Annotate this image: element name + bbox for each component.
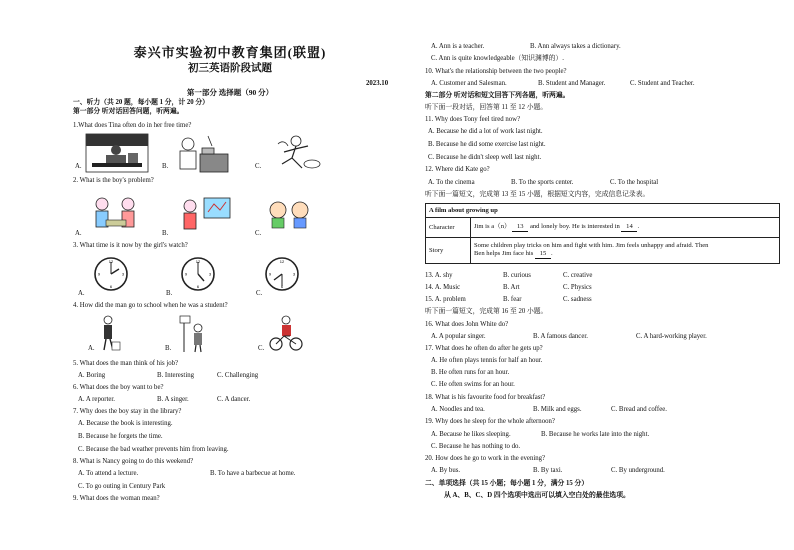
cooking-picture: [172, 132, 234, 176]
svg-text:3: 3: [121, 271, 125, 277]
story-text-2: Ben helps Jim face his: [474, 250, 534, 257]
character-text-1: Jim is a（n）: [474, 223, 511, 230]
q5-option-b: B. Interesting: [157, 372, 194, 379]
q11-option-a: A. Because he did a lot of work last night.: [428, 128, 543, 135]
table-story-cell: [471, 238, 780, 264]
question-9: 9. What does the woman mean?: [73, 495, 160, 502]
q13-option-a: 13. A. shy: [425, 272, 453, 279]
option-label: B.: [162, 230, 169, 237]
option-label: C.: [258, 345, 265, 352]
svg-text:3: 3: [292, 271, 296, 277]
table-label-story: Story: [426, 238, 471, 264]
film-info-table: [425, 203, 780, 264]
q12-option-c: C. To the hospital: [610, 179, 659, 186]
q11-option-c: C. Because he didn't sleep well last night.: [428, 154, 542, 161]
q5-option-a: A. Boring: [78, 372, 106, 379]
section-2-heading: 二、单项选择（共 15 小题；每小题 1 分，满分 15 分）: [425, 480, 589, 487]
svg-text:6: 6: [109, 284, 113, 289]
q10-option-c: C. Student and Teacher.: [630, 80, 695, 87]
story-text-3: .: [551, 250, 553, 257]
story-line-2: [474, 250, 776, 259]
question-17: 17. What does he often do after he gets up?: [425, 345, 543, 352]
q8-option-c: C. To go outing in Century Park: [78, 483, 166, 490]
option-label: B.: [165, 345, 172, 352]
q14-option-b: B. Art: [503, 284, 520, 291]
question-19: 19. Why does he sleep for the whole afternoon?: [425, 418, 555, 425]
passage-instruction-1: 听下面一篇短文，完成第 13 至 15 小题，根据短文内容，完成信息记录表。: [425, 191, 650, 198]
q19-option-b: B. Because he works late into the night.: [541, 431, 650, 438]
q20-option-b: B. By taxi.: [533, 467, 563, 474]
walking-picture: [98, 314, 122, 354]
blank-13: 13: [512, 223, 528, 232]
question-8: 8. What is Nancy going to do this weekend?: [73, 458, 194, 465]
q20-option-c: C. By underground.: [611, 467, 665, 474]
q6-option-b: B. A singer.: [157, 396, 189, 403]
sick-boy-picture: [266, 196, 314, 230]
q12-option-a: A. To the cinema: [428, 179, 475, 186]
q9-option-b: B. Ann always takes a dictionary.: [530, 43, 621, 50]
table-label-character: Character: [426, 218, 471, 238]
question-16: 16. What does John White do?: [425, 321, 509, 328]
q13-option-b: B. curious: [503, 272, 531, 279]
part1-title: 第一部分 选择题（90 分）: [186, 88, 274, 97]
q18-option-c: C. Bread and coffee.: [611, 406, 667, 413]
q17-option-b: B. He often runs for an hour.: [431, 369, 510, 376]
exam-title: 初三英语阶段试题: [188, 63, 272, 74]
q15-option-c: C. sadness: [563, 296, 592, 303]
q6-option-a: A. A reporter.: [78, 396, 115, 403]
q5-option-c: C. Challenging: [217, 372, 259, 379]
q7-option-b: B. Because he forgets the time.: [78, 433, 163, 440]
option-label: A.: [88, 345, 95, 352]
svg-text:3: 3: [208, 271, 212, 277]
q10-option-b: B. Student and Manager.: [538, 80, 606, 87]
dialog-instruction: 听下面一段对话，回答第 11 至 12 小题。: [425, 104, 548, 111]
q10-option-a: A. Customer and Salesman.: [431, 80, 507, 87]
q7-option-a: A. Because the book is interesting.: [78, 420, 173, 427]
svg-text:12: 12: [108, 259, 114, 264]
svg-text:6: 6: [196, 284, 200, 289]
option-label: B.: [162, 163, 169, 170]
character-text-2: and lonely boy. He is interested in: [529, 223, 620, 230]
q12-option-b: B. To the sports center.: [511, 179, 574, 186]
table-character-cell: [471, 218, 780, 238]
q19-option-c: C. Because he has nothing to do.: [431, 443, 521, 450]
svg-text:9: 9: [97, 271, 101, 277]
option-label: A.: [75, 230, 82, 237]
blank-15: 15: [535, 250, 551, 259]
svg-text:12: 12: [195, 259, 201, 264]
q13-option-c: C. creative: [563, 272, 593, 279]
svg-text:9: 9: [268, 271, 272, 277]
question-12: 12. Where did Kate go?: [425, 166, 490, 173]
q9-option-c: C. Ann is quite knowledgeable（知识渊博的）.: [431, 55, 564, 62]
q17-option-a: A. He often plays tennis for half an hour.: [431, 357, 543, 364]
clock-a-icon: [93, 256, 129, 292]
q6-option-c: C. A dancer.: [217, 396, 251, 403]
clock-c-icon: [264, 256, 300, 292]
q7-option-c: C. Because the bad weather prevents him from leaving.: [78, 446, 229, 453]
exam-date: 2023.10: [366, 80, 389, 87]
question-18: 18. What is his favourite food for breakfast?: [425, 394, 546, 401]
listening-sub1: 第一部分 听对话回答问题，听两遍。: [73, 108, 184, 115]
two-boys-picture: [86, 190, 146, 234]
q9-option-a: A. Ann is a teacher.: [431, 43, 485, 50]
listening-heading: 一、听力（共 20 题，每小题 1 分，计 20 分）: [73, 99, 209, 106]
passage-instruction-2: 听下面一篇短文，完成第 16 至 20 小题。: [425, 308, 548, 315]
question-7: 7. Why does the boy stay in the library?: [73, 408, 182, 415]
school-name: 泰兴市实验初中教育集团(联盟): [133, 45, 327, 60]
running-picture: [268, 134, 324, 174]
story-text-1: Some children play tricks on him and fight with him. Jim feels unhappy and afraid. Then: [474, 242, 709, 249]
svg-text:12: 12: [279, 259, 285, 264]
boy-computer-picture: [174, 190, 236, 234]
q15-option-a: 15. A. problem: [425, 296, 466, 303]
q8-option-a: A. To attend a lecture.: [78, 470, 139, 477]
q16-option-a: A. A popular singer.: [431, 333, 486, 340]
question-4: 4. How did the man go to school when he was a student?: [73, 302, 228, 309]
clock-b-icon: [180, 256, 216, 292]
q16-option-c: C. A hard-working player.: [636, 333, 707, 340]
bus-stop-picture: [178, 314, 208, 354]
question-10: 10. What's the relationship between the two people?: [425, 68, 567, 75]
q14-option-c: C. Physics: [563, 284, 592, 291]
option-label: C.: [255, 163, 262, 170]
blank-14: 14: [621, 223, 637, 232]
svg-text:9: 9: [184, 271, 188, 277]
listening-sub2: 第二部分 听对话和短文回答下列各题，听两遍。: [425, 92, 570, 99]
option-label: A.: [78, 290, 85, 297]
option-label: B.: [166, 290, 173, 297]
q14-option-a: 14. A. Music: [425, 284, 461, 291]
option-label: C.: [256, 290, 263, 297]
q16-option-b: B. A famous dancer.: [533, 333, 588, 340]
question-5: 5. What does the man think of his job?: [73, 360, 179, 367]
table-title: A film about growing up: [426, 204, 780, 218]
q20-option-a: A. By bus.: [431, 467, 461, 474]
question-11: 11. Why does Tony feel tired now?: [425, 116, 521, 123]
q18-option-b: B. Milk and eggs.: [533, 406, 582, 413]
option-label: A.: [75, 163, 82, 170]
q8-option-b: B. To have a barbecue at home.: [210, 470, 296, 477]
q15-option-b: B. fear: [503, 296, 522, 303]
character-text-3: .: [637, 223, 640, 230]
question-1: 1.What does Tina often do in her free time?: [73, 122, 192, 129]
svg-text:6: 6: [280, 284, 284, 289]
question-20: 20. How does he go to work in the evening?: [425, 455, 546, 462]
q19-option-a: A. Because he likes sleeping.: [431, 431, 511, 438]
cycling-picture: [268, 314, 304, 352]
section-2-instruction: 从 A、B、C、D 四个选项中选出可以填入空白处的最佳选项。: [444, 492, 630, 499]
reading-picture: [84, 132, 150, 174]
option-label: C.: [255, 230, 262, 237]
question-2: 2. What is the boy's problem?: [73, 177, 154, 184]
q18-option-a: A. Noodles and tea.: [431, 406, 485, 413]
q11-option-b: B. Because he did some exercise last night.: [428, 141, 546, 148]
question-6: 6. What does the boy want to be?: [73, 384, 164, 391]
question-3: 3. What time is it now by the girl's watch?: [73, 242, 188, 249]
q17-option-c: C. He often swims for an hour.: [431, 381, 515, 388]
